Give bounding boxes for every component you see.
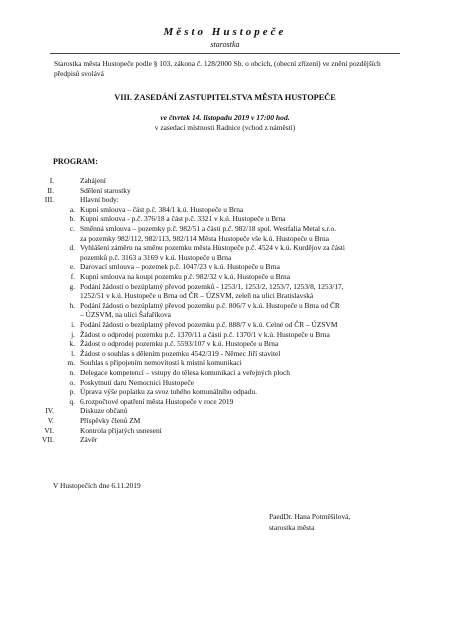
item-number: V.	[47, 416, 54, 425]
subitem-text: Podání žádosti o bezúplatný převod pozemku p.č. 888/7 v k.ú. Celné od ČR – ÚZSVM	[80, 320, 338, 329]
city-title: Město Hustopeče	[163, 26, 287, 38]
subitem-letter: i.	[71, 320, 75, 329]
subitem-text: Směnná smlouva – pozemky p.č. 982/51 a části p.č. 982/18 spol. Westfalia Metal s.r.o.	[80, 224, 337, 233]
item-number: I.	[49, 176, 54, 185]
subitem-letter: f.	[70, 272, 75, 281]
item-text: Diskuze občanů	[80, 406, 128, 416]
item-number: IV.	[45, 406, 54, 416]
subitem-letter: d.	[69, 243, 75, 253]
subitem-text: 6.rozpočtové opatření města Hustopeče v roce 2019	[80, 396, 234, 406]
subitem-text: Kupní smlouva - p.č. 376/18 a část p.č. 3321 v k.ú. Hustopeče u Brna	[80, 214, 286, 224]
subitem-text: Delegace kompetencí – vstupy do tělesa komunikací a veřejných ploch	[80, 368, 290, 377]
signer-role: starostka města	[269, 523, 315, 532]
subitem-text: pozemků p.č. 3163 a 3169 v k.ú. Hustopeče u Brna	[80, 252, 232, 262]
subitem-text: Podání žádosti o bezúplatný převod pozemku p.č. 806/7 v k.ú. Hustopeče u Brna od ČR	[80, 300, 340, 310]
item-text: Kontrola přijatých usnesení	[80, 425, 162, 435]
subitem-letter: g.	[69, 281, 75, 291]
subitem-text: Darovací smlouva – pozemek p.č. 1047/23 v k.ú. Hustopeče u Brna	[80, 262, 280, 272]
subitem-text: Žádost o odprodej pozemku p.č. 1370/11 a části p.č. 1370/1 v k.ú. Hustopeče u Brna	[80, 329, 330, 339]
subitem-text: Žádost o souhlas s dělením pozemku 4542/319 - Němec Jiří stavitel	[80, 348, 281, 358]
item-number: VI.	[44, 425, 54, 435]
subitem-letter: a.	[69, 204, 75, 214]
signer-name: PaedDr. Hana Potměšilová,	[269, 512, 351, 521]
item-text: Závěr	[80, 435, 98, 445]
item-text: Hlavní body:	[80, 195, 119, 205]
subitem-letter: p.	[69, 387, 75, 397]
subitem-letter: c.	[69, 224, 75, 233]
subitem-text: Kupní smlouva na koupi pozemku p.č. 982/32 v k.ú. Hustopeče u Brna	[80, 272, 290, 281]
intro-paragraph: Starostka města Hustopeče podle § 103, zákona č. 128/2000 Sb. o obcích, (obecní zřízení) ve znění pozdějších předpisů svolává	[54, 59, 381, 78]
meeting-place: v zasedací místnosti Radnice (vchod z náměstí)	[154, 123, 296, 132]
subitem-text: Kupní smlouva – část p.č. 384/1 k.ú. Hustopeče u Brna	[80, 204, 244, 214]
item-number: III.	[44, 195, 54, 205]
subitem-text: – ÚZSVM, na ulici Šafaříkova	[80, 310, 171, 320]
item-number: II.	[47, 185, 54, 195]
subitem-letter: e.	[69, 262, 75, 272]
header-divider	[50, 53, 400, 54]
meeting-date: ve čtvrtek 14. listopadu 2019 v 17:00 hod.	[160, 113, 290, 122]
subitem-letter: n.	[69, 368, 75, 377]
subitem-letter: o.	[69, 377, 75, 387]
item-text: Příspěvky členů ZM	[80, 416, 141, 425]
meeting-title: VIII. ZASEDÁNÍ ZASTUPITELSTVA MĚSTA HUSTOPEČE	[114, 93, 336, 102]
item-text: Zahájení	[80, 176, 106, 185]
subitem-text: Úprava výše poplatku za svoz tuhého komunálního odpadu.	[80, 387, 257, 397]
item-text: Sdělení starostky	[80, 185, 131, 195]
subitem-text: Poskytnutí daru Nemocnici Hustopeče	[80, 377, 194, 387]
subitem-letter: m.	[67, 358, 75, 368]
subitem-text: Vyhlášení záměru na směnu pozemku města Hustopeče p.č. 4524 v k.ú. Kurdějov za části	[80, 243, 345, 253]
item-number: VII.	[41, 435, 54, 445]
subitem-letter: h.	[69, 300, 75, 310]
subitem-text: 1252/51 v k.ú. Hustopeče u Brna od ČR – ÚZSVM, zeleň na ulici Bratislavská	[80, 291, 314, 301]
subitem-text: Podání žádosti o bezúplatný převod pozemků - 1253/1, 1253/2, 1253/7, 1253/8, 1253/17,	[80, 281, 344, 291]
subitem-text: Souhlas s připojením nemovitostí k místní komunikaci	[80, 358, 242, 368]
program-heading: PROGRAM:	[53, 157, 98, 166]
closing-date: V Hustopečích dne 6.11.2019	[53, 481, 141, 490]
subitem-letter: q.	[69, 396, 75, 406]
city-subtitle: starostka	[210, 40, 240, 49]
subitem-letter: k.	[69, 339, 75, 349]
subitem-text: za pozemky 982/112, 982/113, 982/114 Města Hustopeče vše k.ú. Hustopeče u Brna	[80, 233, 329, 243]
subitem-letter: b.	[69, 214, 75, 224]
subitem-letter: l.	[71, 348, 75, 358]
subitem-text: Žádost o odprodej pozemku p.č. 5593/107 v k.ú. Hustopeče u Brna	[80, 339, 279, 349]
subitem-letter: j.	[71, 329, 75, 339]
